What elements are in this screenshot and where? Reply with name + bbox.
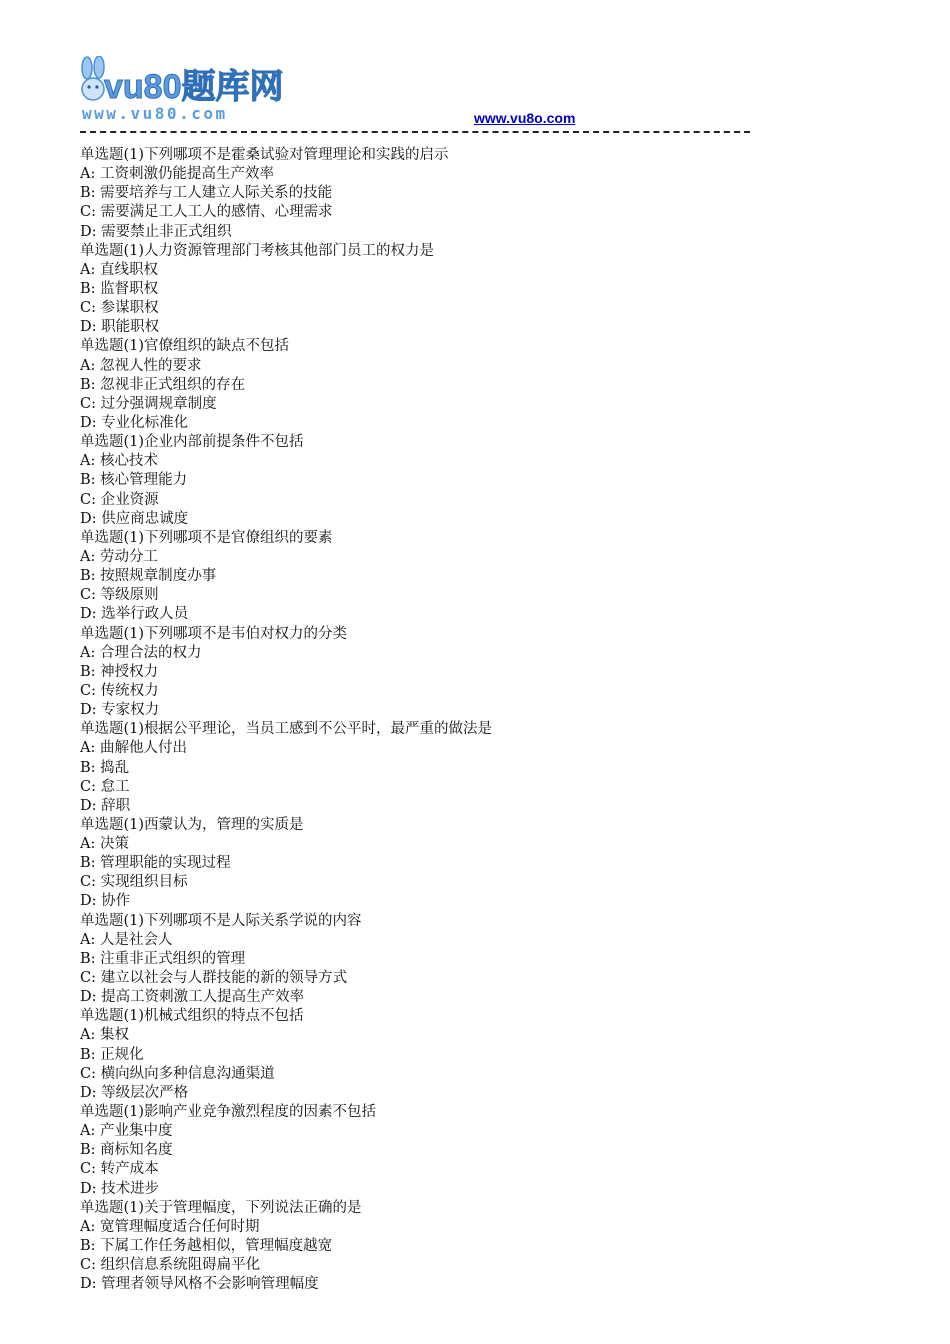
answer-option: C: 参谋职权	[80, 300, 159, 317]
question-block	[80, 242, 900, 338]
answer-option: C: 怠工	[80, 778, 130, 795]
answer-option: A: 忽视人性的要求	[80, 357, 202, 374]
answer-option: A: 曲解他人付出	[80, 740, 187, 757]
logo-url-text: www.vu80.com	[82, 104, 228, 123]
answer-option: D: 职能职权	[80, 319, 160, 336]
answer-option: B: 监督职权	[80, 280, 159, 297]
answer-option: B: 管理职能的实现过程	[80, 855, 231, 872]
answer-option: A: 工资刺激仍能提高生产效率	[80, 166, 274, 183]
question-block	[80, 1007, 900, 1103]
answer-option: C: 实现组织目标	[80, 874, 188, 891]
answer-option: C: 建立以社会与人群技能的新的领导方式	[80, 970, 348, 987]
answer-option: C: 需要满足工人工人的感情、心理需求	[80, 204, 333, 221]
question-block	[80, 1103, 900, 1199]
question-stem: 单选题(1)关于管理幅度，下列说法正确的是	[80, 1199, 362, 1216]
header-divider	[80, 131, 750, 133]
answer-option: D: 管理者领导风格不会影响管理幅度	[80, 1276, 319, 1293]
answer-option: A: 决策	[80, 836, 129, 853]
logo-brand-text: vu80题库网	[104, 68, 284, 106]
question-block	[80, 720, 900, 816]
answer-option: B: 需要培养与工人建立人际关系的技能	[80, 185, 333, 202]
answer-option: B: 下属工作任务越相似，管理幅度越宽	[80, 1238, 333, 1255]
question-stem: 单选题(1)企业内部前提条件不包括	[80, 434, 304, 451]
question-stem: 单选题(1)下列哪项不是官僚组织的要素	[80, 529, 333, 546]
answer-option: A: 劳动分工	[80, 548, 158, 565]
answer-option: B: 按照规章制度办事	[80, 568, 217, 585]
rabbit-icon	[82, 56, 104, 100]
answer-option: B: 核心管理能力	[80, 472, 188, 489]
question-block	[80, 529, 900, 625]
answer-option: B: 忽视非正式组织的存在	[80, 376, 246, 393]
answer-option: D: 等级层次严格	[80, 1084, 189, 1101]
question-list	[80, 146, 900, 1294]
answer-option: D: 专业化标准化	[80, 414, 189, 431]
question-stem: 单选题(1)机械式组织的特点不包括	[80, 1008, 304, 1025]
question-stem: 单选题(1)官僚组织的缺点不包括	[80, 338, 290, 355]
question-stem: 单选题(1)人力资源管理部门考核其他部门员工的权力是	[80, 242, 435, 259]
answer-option: B: 神授权力	[80, 663, 159, 680]
answer-option: D: 选举行政人员	[80, 606, 189, 623]
answer-option: A: 合理合法的权力	[80, 644, 202, 661]
question-stem: 单选题(1)根据公平理论，当员工感到不公平时，最严重的做法是	[80, 721, 493, 738]
answer-option: B: 捣乱	[80, 759, 130, 776]
answer-option: D: 提高工资刺激工人提高生产效率	[80, 989, 305, 1006]
answer-option: C: 组织信息系统阻碍扁平化	[80, 1257, 261, 1274]
question-block	[80, 625, 900, 721]
answer-option: D: 技术进步	[80, 1180, 160, 1197]
site-link[interactable]: www.vu8o.com	[474, 110, 576, 126]
answer-option: B: 注重非正式组织的管理	[80, 950, 246, 967]
answer-option: C: 等级原则	[80, 587, 159, 604]
question-stem: 单选题(1)影响产业竞争激烈程度的因素不包括	[80, 1104, 377, 1121]
answer-option: A: 产业集中度	[80, 1123, 173, 1140]
answer-option: B: 商标知名度	[80, 1142, 173, 1159]
question-stem: 单选题(1)下列哪项不是霍桑试验对管理理论和实践的启示	[80, 147, 449, 163]
question-block	[80, 146, 900, 242]
question-block	[80, 912, 900, 1008]
answer-option: C: 转产成本	[80, 1161, 159, 1178]
answer-option: B: 正规化	[80, 1046, 144, 1063]
question-block	[80, 433, 900, 529]
question-block	[80, 816, 900, 912]
answer-option: D: 专家权力	[80, 702, 160, 719]
answer-option: C: 过分强调规章制度	[80, 395, 217, 412]
answer-option: D: 需要禁止非正式组织	[80, 223, 232, 240]
answer-option: D: 供应商忠诚度	[80, 510, 189, 527]
answer-option: C: 企业资源	[80, 491, 159, 508]
answer-option: A: 集权	[80, 1027, 129, 1044]
answer-option: C: 横向纵向多种信息沟通渠道	[80, 1065, 275, 1082]
answer-option: C: 传统权力	[80, 682, 159, 699]
answer-option: A: 宽管理幅度适合任何时期	[80, 1218, 260, 1235]
answer-option: D: 辞职	[80, 797, 131, 814]
question-block	[80, 337, 900, 433]
question-stem: 单选题(1)西蒙认为，管理的实质是	[80, 816, 304, 833]
question-stem: 单选题(1)下列哪项不是人际关系学说的内容	[80, 912, 362, 929]
answer-option: A: 直线职权	[80, 261, 158, 278]
question-stem: 单选题(1)下列哪项不是韦伯对权力的分类	[80, 625, 348, 642]
answer-option: A: 人是社会人	[80, 931, 173, 948]
vu80-logo	[78, 56, 300, 124]
answer-option: D: 协作	[80, 893, 131, 910]
question-block	[80, 1199, 900, 1295]
answer-option: A: 核心技术	[80, 453, 158, 470]
